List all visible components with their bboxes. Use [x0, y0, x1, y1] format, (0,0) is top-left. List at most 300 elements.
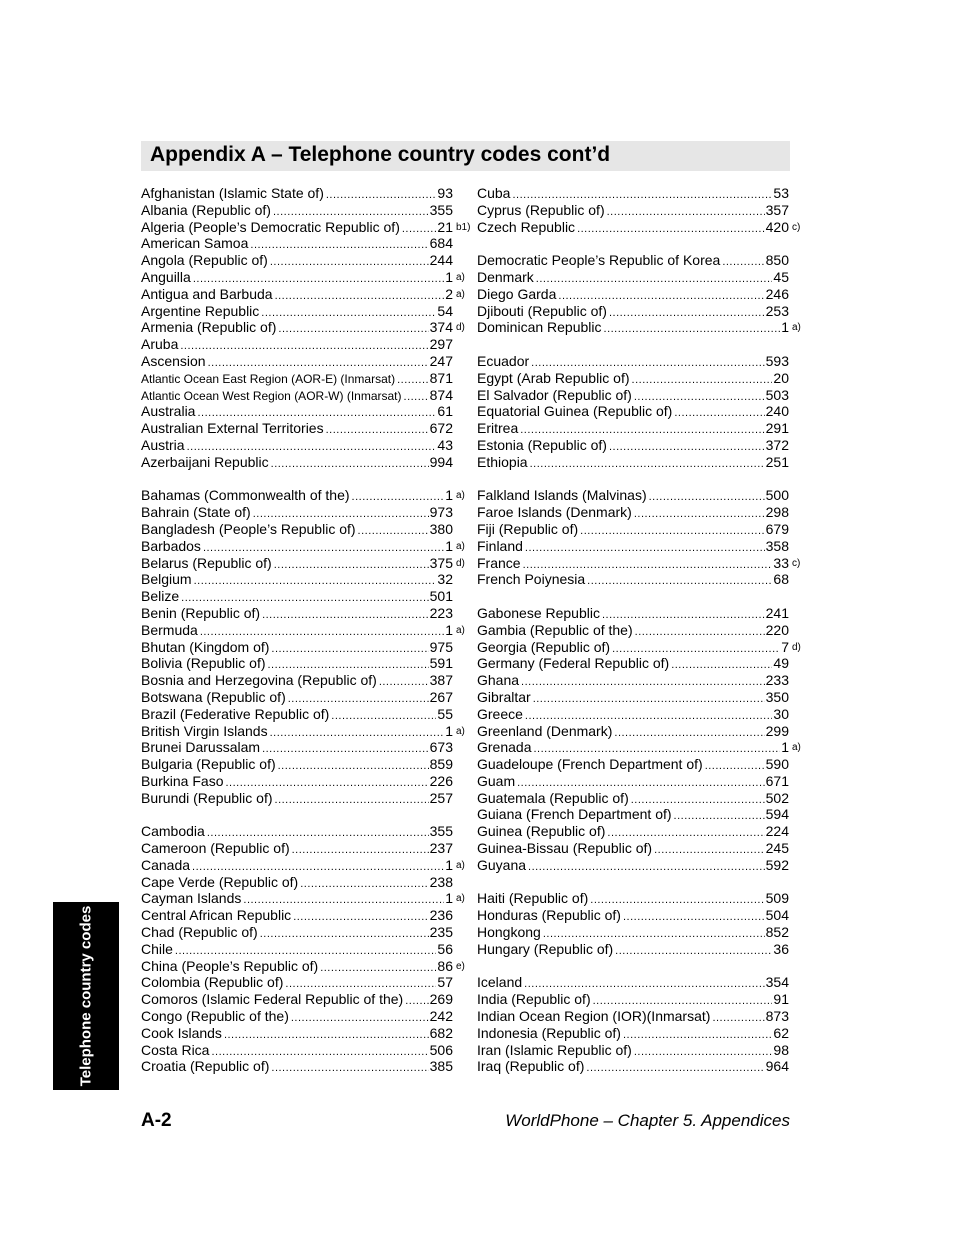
- country-row: [141, 1042, 453, 1059]
- country-row: [477, 790, 789, 807]
- country-name: Congo (Republic of the): [141, 1008, 289, 1025]
- country-row: [141, 655, 453, 672]
- country-name: Bahrain (State of): [141, 504, 251, 521]
- country-name: Chile: [141, 940, 173, 957]
- country-name: Gibraltar: [477, 688, 531, 705]
- spacer-row: [477, 874, 789, 891]
- country-name: Cuba: [477, 185, 511, 201]
- country-code: 1: [781, 319, 789, 336]
- country-code: 235: [429, 924, 453, 941]
- country-name: Chad (Republic of): [141, 924, 258, 941]
- country-code: 358: [765, 537, 789, 554]
- country-name: Afghanistan (Islamic State of): [141, 185, 324, 201]
- country-code: 233: [765, 672, 789, 689]
- country-code: 682: [429, 1024, 453, 1041]
- country-row: [141, 521, 453, 538]
- country-row: [477, 840, 789, 857]
- country-row: [477, 638, 801, 656]
- country-code: 1: [445, 537, 453, 554]
- country-code: 298: [765, 504, 789, 521]
- country-code: 251: [765, 453, 789, 470]
- country-name: Dominican Republic: [477, 319, 602, 336]
- country-row: [477, 504, 789, 521]
- country-name: Cyprus (Republic of): [477, 201, 605, 218]
- country-code: 299: [765, 722, 789, 739]
- country-row: [141, 739, 453, 756]
- footnote-marker: a): [456, 859, 465, 871]
- country-code: 871: [429, 369, 453, 386]
- country-code: 1: [781, 739, 789, 756]
- country-code: 2: [445, 285, 453, 302]
- country-row: [477, 907, 789, 924]
- country-name: Austria: [141, 436, 185, 453]
- country-row: [141, 285, 465, 303]
- country-name: Belgium: [141, 571, 192, 588]
- spacer-row: [477, 336, 789, 353]
- country-code: 357: [765, 201, 789, 218]
- country-code: 238: [429, 873, 453, 890]
- country-row: [141, 370, 453, 387]
- country-entry: [141, 1058, 453, 1077]
- country-code: 21: [437, 218, 453, 235]
- country-row: [477, 420, 789, 437]
- country-code: 267: [429, 688, 453, 705]
- country-code: 502: [765, 789, 789, 806]
- country-name: Bulgaria (Republic of): [141, 756, 276, 773]
- country-code: 247: [429, 352, 453, 369]
- country-row: [477, 655, 789, 672]
- country-code: 20: [773, 369, 789, 386]
- country-code: 593: [765, 352, 789, 369]
- country-name: Egypt (Arab Republic of): [477, 369, 630, 386]
- country-code: 873: [765, 1008, 789, 1025]
- country-row: [477, 1042, 789, 1059]
- country-row: [477, 185, 789, 202]
- country-code: 964: [765, 1058, 789, 1075]
- country-code: 53: [773, 185, 789, 201]
- country-name: Equatorial Guinea (Republic of): [477, 403, 673, 420]
- country-row: [141, 974, 453, 991]
- country-row: [477, 823, 789, 840]
- country-row: [477, 252, 789, 269]
- country-name: Brunei Darussalam: [141, 739, 261, 756]
- country-name: France: [477, 554, 521, 571]
- country-code: 355: [429, 823, 453, 840]
- country-row: [141, 235, 453, 252]
- country-code: 673: [429, 739, 453, 756]
- country-code: 57: [437, 974, 453, 991]
- country-row: [477, 991, 789, 1008]
- country-row: [141, 319, 465, 336]
- country-code: 501: [429, 588, 453, 605]
- country-code: 850: [765, 252, 789, 269]
- country-row: [141, 1058, 453, 1075]
- spacer-row: [141, 806, 453, 823]
- country-code: 36: [773, 940, 789, 957]
- country-name: Faroe Islands (Denmark): [477, 504, 632, 521]
- country-name: Greenland (Denmark): [477, 722, 613, 739]
- spacer-row: [141, 471, 453, 488]
- country-row: [141, 991, 453, 1008]
- country-code: 54: [437, 302, 453, 319]
- chapter-title: WorldPhone – Chapter 5. Appendices: [505, 1111, 790, 1130]
- country-name: Atlantic Ocean West Region (AOR-W) (Inmarsat): [141, 388, 402, 403]
- country-code: 592: [765, 856, 789, 873]
- country-name: Grenada: [477, 739, 532, 756]
- country-name: Bolivia (Republic of): [141, 655, 266, 672]
- country-name: British Virgin Islands: [141, 722, 268, 739]
- country-row: [141, 420, 453, 437]
- country-row: [477, 1058, 789, 1075]
- country-row: [141, 790, 453, 807]
- country-name: French Poiynesia: [477, 571, 586, 588]
- country-name: Diego Garda: [477, 285, 557, 302]
- country-name: Guinea-Bissau (Republic of): [477, 840, 653, 857]
- country-code: 245: [765, 840, 789, 857]
- country-row: [141, 252, 453, 269]
- country-name: Czech Republic: [477, 218, 576, 235]
- country-code: 269: [429, 991, 453, 1008]
- country-name: China (People’s Republic of): [141, 957, 319, 974]
- country-code: 594: [765, 806, 789, 823]
- footnote-marker: e): [456, 960, 465, 972]
- country-code: 355: [429, 201, 453, 218]
- country-code: 241: [765, 604, 789, 621]
- country-row: [477, 521, 789, 538]
- country-name: Cambodia: [141, 823, 205, 840]
- country-name: Botswana (Republic of): [141, 688, 286, 705]
- country-row: [141, 1025, 453, 1042]
- country-row: [477, 706, 789, 723]
- country-row: [141, 840, 453, 857]
- country-code: 1: [445, 621, 453, 638]
- country-name: Cape Verde (Republic of): [141, 873, 299, 890]
- country-name: Georgia (Republic of): [477, 638, 611, 655]
- country-row: [141, 672, 453, 689]
- country-code: 672: [429, 420, 453, 437]
- country-code: 224: [765, 823, 789, 840]
- country-row: [477, 286, 789, 303]
- country-name: Benin (Republic of): [141, 604, 261, 621]
- footnote-marker: a): [456, 725, 465, 737]
- country-code: 387: [429, 672, 453, 689]
- country-name: Comoros (Islamic Federal Republic of the): [141, 991, 404, 1008]
- country-code: 240: [765, 403, 789, 420]
- country-row: [477, 672, 789, 689]
- country-code: 859: [429, 756, 453, 773]
- country-code: 68: [773, 571, 789, 588]
- dot-leader: [586, 1060, 764, 1077]
- country-name: Cayman Islands: [141, 890, 242, 907]
- country-row: [477, 739, 801, 756]
- country-name: Guyana: [477, 856, 527, 873]
- country-name: Burundi (Republic of): [141, 789, 273, 806]
- spacer-row: [477, 588, 789, 605]
- country-row: [141, 353, 453, 370]
- country-row: [477, 890, 789, 907]
- country-code: 852: [765, 924, 789, 941]
- country-name: Australian External Territories: [141, 420, 324, 437]
- country-name: Germany (Federal Republic of): [477, 655, 670, 672]
- country-row: [477, 403, 789, 420]
- country-code: 220: [765, 621, 789, 638]
- country-code: 994: [429, 453, 453, 470]
- country-code: 297: [429, 336, 453, 353]
- country-row: [477, 202, 789, 219]
- country-name: Algeria (People’s Democratic Republic of): [141, 218, 400, 235]
- country-code: 7: [781, 638, 789, 655]
- country-name: Belize: [141, 588, 180, 605]
- country-row: [141, 856, 465, 874]
- country-row: [141, 504, 453, 521]
- country-row: [141, 303, 453, 320]
- country-row: [141, 957, 465, 975]
- country-name: Bermuda: [141, 621, 198, 638]
- country-name: Iran (Islamic Republic of): [477, 1041, 632, 1058]
- country-list-left: [141, 185, 471, 1075]
- country-row: [477, 723, 789, 740]
- country-row: [477, 487, 789, 504]
- country-name: Gabonese Republic: [477, 604, 600, 621]
- country-row: [141, 756, 453, 773]
- country-code: 1: [445, 856, 453, 873]
- country-name: Burkina Faso: [141, 772, 224, 789]
- country-name: Ghana: [477, 672, 520, 689]
- spacer-row: [477, 235, 789, 252]
- country-name: Guadeloupe (French Department of): [477, 756, 703, 773]
- country-row: [141, 924, 453, 941]
- country-row: [477, 622, 789, 639]
- country-name: El Salvador (Republic of): [477, 386, 632, 403]
- country-name: Hongkong: [477, 924, 541, 941]
- country-name: Iceland: [477, 974, 523, 991]
- country-name: Ecuador: [477, 352, 530, 369]
- country-code: 500: [765, 487, 789, 504]
- country-name: Indian Ocean Region (IOR)(Inmarsat): [477, 1008, 711, 1025]
- country-code: 242: [429, 1008, 453, 1025]
- side-tab: [53, 902, 119, 1090]
- country-code: 253: [765, 302, 789, 319]
- country-name: Azerbaijani Republic: [141, 453, 269, 470]
- country-row: [141, 336, 453, 353]
- country-code: 43: [437, 436, 453, 453]
- country-name: Greece: [477, 705, 523, 722]
- country-name: India (Republic of): [477, 991, 591, 1008]
- page-number: A-2: [141, 1110, 172, 1131]
- country-name: Eritrea: [477, 420, 519, 437]
- country-name: Djibouti (Republic of): [477, 302, 607, 319]
- footnote-marker: d): [456, 557, 465, 569]
- country-row: [477, 941, 789, 958]
- country-code: 98: [773, 1041, 789, 1058]
- country-code: 506: [429, 1041, 453, 1058]
- country-code: 591: [429, 655, 453, 672]
- page-title: Appendix A – Telephone country codes cont’d: [150, 143, 611, 166]
- country-name: Canada: [141, 856, 191, 873]
- country-code: 61: [437, 403, 453, 420]
- country-row: [141, 773, 453, 790]
- country-entry: [477, 1058, 789, 1077]
- country-code: 257: [429, 789, 453, 806]
- country-code: 973: [429, 504, 453, 521]
- country-name: Guiana (French Department of): [477, 806, 672, 823]
- footnote-marker: d): [792, 641, 801, 653]
- country-row: [477, 689, 789, 706]
- country-name: Guinea (Republic of): [477, 823, 606, 840]
- country-code: 509: [765, 890, 789, 907]
- country-code: 32: [437, 571, 453, 588]
- country-row: [141, 907, 453, 924]
- country-name: Cook Islands: [141, 1024, 222, 1041]
- footnote-marker: c): [792, 221, 801, 233]
- country-row: [141, 454, 453, 471]
- country-code: 975: [429, 638, 453, 655]
- country-row: [141, 185, 453, 202]
- country-row: [477, 370, 789, 387]
- footnote-marker: a): [456, 490, 465, 502]
- country-row: [141, 487, 465, 504]
- country-row: [141, 537, 465, 555]
- country-code: 671: [765, 772, 789, 789]
- footnote-marker: a): [456, 271, 465, 283]
- country-code: 590: [765, 756, 789, 773]
- country-row: [141, 387, 453, 404]
- country-code: 1: [445, 487, 453, 504]
- country-code: 236: [429, 907, 453, 924]
- country-row: [477, 454, 789, 471]
- country-code: 56: [437, 940, 453, 957]
- country-name: Gambia (Republic of the): [477, 621, 633, 638]
- footnote-marker: d): [456, 322, 465, 334]
- country-row: [477, 857, 789, 874]
- country-code: 380: [429, 520, 453, 537]
- country-row: [141, 1008, 453, 1025]
- country-code: 375: [429, 554, 453, 571]
- country-code: 1: [445, 890, 453, 907]
- country-code: 237: [429, 840, 453, 857]
- country-row: [477, 605, 789, 622]
- country-name: Democratic People’s Republic of Korea: [477, 252, 721, 269]
- country-row: [477, 554, 801, 572]
- country-row: [141, 621, 465, 639]
- country-code: 354: [765, 974, 789, 991]
- footnote-marker: a): [456, 624, 465, 636]
- country-name: Antigua and Barbuda: [141, 285, 273, 302]
- country-code: 86: [437, 957, 453, 974]
- footnote-marker: a): [456, 540, 465, 552]
- country-name: Guam: [477, 772, 516, 789]
- footnote-marker: a): [792, 742, 801, 754]
- country-row: [141, 218, 471, 236]
- country-row: [141, 874, 453, 891]
- footnote-marker: a): [456, 893, 465, 905]
- country-name: Estonia (Republic of): [477, 436, 607, 453]
- country-list-right: [477, 185, 801, 1075]
- country-row: [477, 218, 801, 236]
- country-row: [141, 437, 453, 454]
- country-code: 93: [437, 185, 453, 201]
- country-row: [141, 588, 453, 605]
- country-row: [141, 571, 453, 588]
- country-name: Denmark: [477, 268, 534, 285]
- country-name: Bahamas (Commonwealth of the): [141, 487, 350, 504]
- footnote-marker: b1): [456, 221, 471, 233]
- country-name: Belarus (Republic of): [141, 554, 272, 571]
- country-name: Armenia (Republic of): [141, 319, 277, 336]
- country-code: 385: [429, 1058, 453, 1075]
- country-code: 679: [765, 520, 789, 537]
- country-name: Atlantic Ocean East Region (AOR-E) (Inmarsat): [141, 371, 396, 386]
- country-row: [477, 571, 789, 588]
- country-name: Albania (Republic of): [141, 201, 271, 218]
- country-row: [141, 890, 465, 907]
- country-name: Costa Rica: [141, 1041, 210, 1058]
- country-code: 291: [765, 420, 789, 437]
- country-row: [141, 823, 453, 840]
- country-row: [477, 974, 789, 991]
- country-row: [477, 319, 801, 336]
- country-name: Barbados: [141, 537, 201, 554]
- country-row: [477, 303, 789, 320]
- country-name: Indonesia (Republic of): [477, 1024, 621, 1041]
- country-code: 372: [765, 436, 789, 453]
- country-row: [477, 1025, 789, 1042]
- country-code: 420: [765, 218, 789, 235]
- country-name: Brazil (Federative Republic of): [141, 705, 330, 722]
- country-row: [141, 202, 453, 219]
- country-code: 874: [429, 386, 453, 403]
- country-row: [477, 437, 789, 454]
- country-row: [477, 387, 789, 404]
- country-code: 226: [429, 772, 453, 789]
- country-row: [141, 605, 453, 622]
- country-row: [141, 403, 453, 420]
- country-row: [477, 353, 789, 370]
- country-code: 504: [765, 907, 789, 924]
- country-row: [141, 689, 453, 706]
- country-code: 62: [773, 1024, 789, 1041]
- country-code: 91: [773, 991, 789, 1008]
- side-tab-label: Telephone country codes: [77, 905, 95, 1087]
- country-code: 1: [445, 722, 453, 739]
- country-row: [477, 773, 789, 790]
- country-row: [477, 806, 789, 823]
- dot-leader: [271, 1060, 428, 1077]
- country-name: Croatia (Republic of): [141, 1058, 270, 1075]
- footnote-marker: a): [792, 322, 801, 334]
- country-name: Finland: [477, 537, 523, 554]
- country-row: [477, 538, 789, 555]
- country-row: [141, 268, 465, 286]
- country-name: American Samoa: [141, 235, 249, 252]
- country-code: 684: [429, 235, 453, 252]
- country-name: Central African Republic: [141, 907, 292, 924]
- spacer-row: [477, 958, 789, 975]
- country-row: [477, 269, 789, 286]
- country-row: [141, 941, 453, 958]
- country-name: Angola (Republic of): [141, 252, 268, 269]
- country-code: 30: [773, 705, 789, 722]
- country-name: Bosnia and Herzegovina (Republic of): [141, 672, 377, 689]
- country-name: Falkland Islands (Malvinas): [477, 487, 647, 504]
- title-bar: [141, 141, 790, 171]
- country-code: 45: [773, 268, 789, 285]
- spacer-row: [477, 471, 789, 488]
- country-name: Hungary (Republic of): [477, 940, 614, 957]
- country-code: 1: [445, 268, 453, 285]
- country-code: 246: [765, 285, 789, 302]
- country-row: [477, 924, 789, 941]
